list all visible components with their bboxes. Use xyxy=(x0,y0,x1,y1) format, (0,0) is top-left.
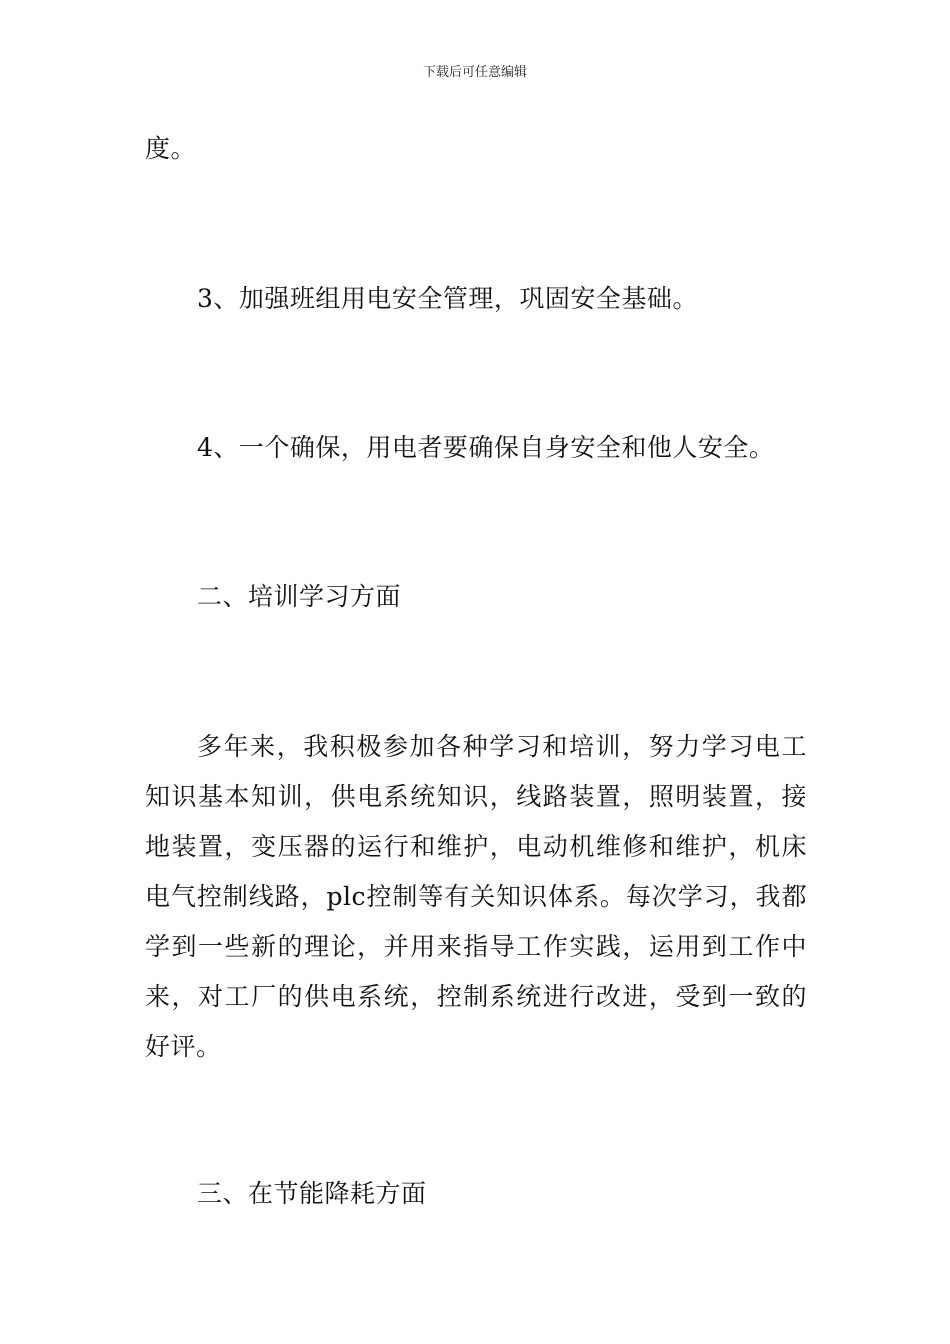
list-item-3: 3、加强班组用电安全管理，巩固安全基础。 xyxy=(197,284,698,313)
section-heading-training: 二、培训学习方面 xyxy=(197,582,402,611)
section-heading-energy-saving: 三、在节能降耗方面 xyxy=(197,1179,427,1208)
list-item-4: 4、一个确保，用电者要确保自身安全和他人安全。 xyxy=(197,433,775,462)
paragraph-training-body: 多年来，我积极参加各种学习和培训，努力学习电工知识基本知训，供电系统知识，线路装置，照明装置，接地装置，变压器的运行和维护，电动机维修和维护，机床电气控制线路，plc控制等有关知识体系。每次学习，我都学到一些新的理论，并用来指导工作实践，运用到工作中来，对工厂的供电系统，控制系统进行改进，受到一致的好评。 xyxy=(145,732,807,1061)
page-header-note: 下载后可任意编辑 xyxy=(422,65,527,80)
paragraph-continuation: 度。 xyxy=(145,134,197,163)
